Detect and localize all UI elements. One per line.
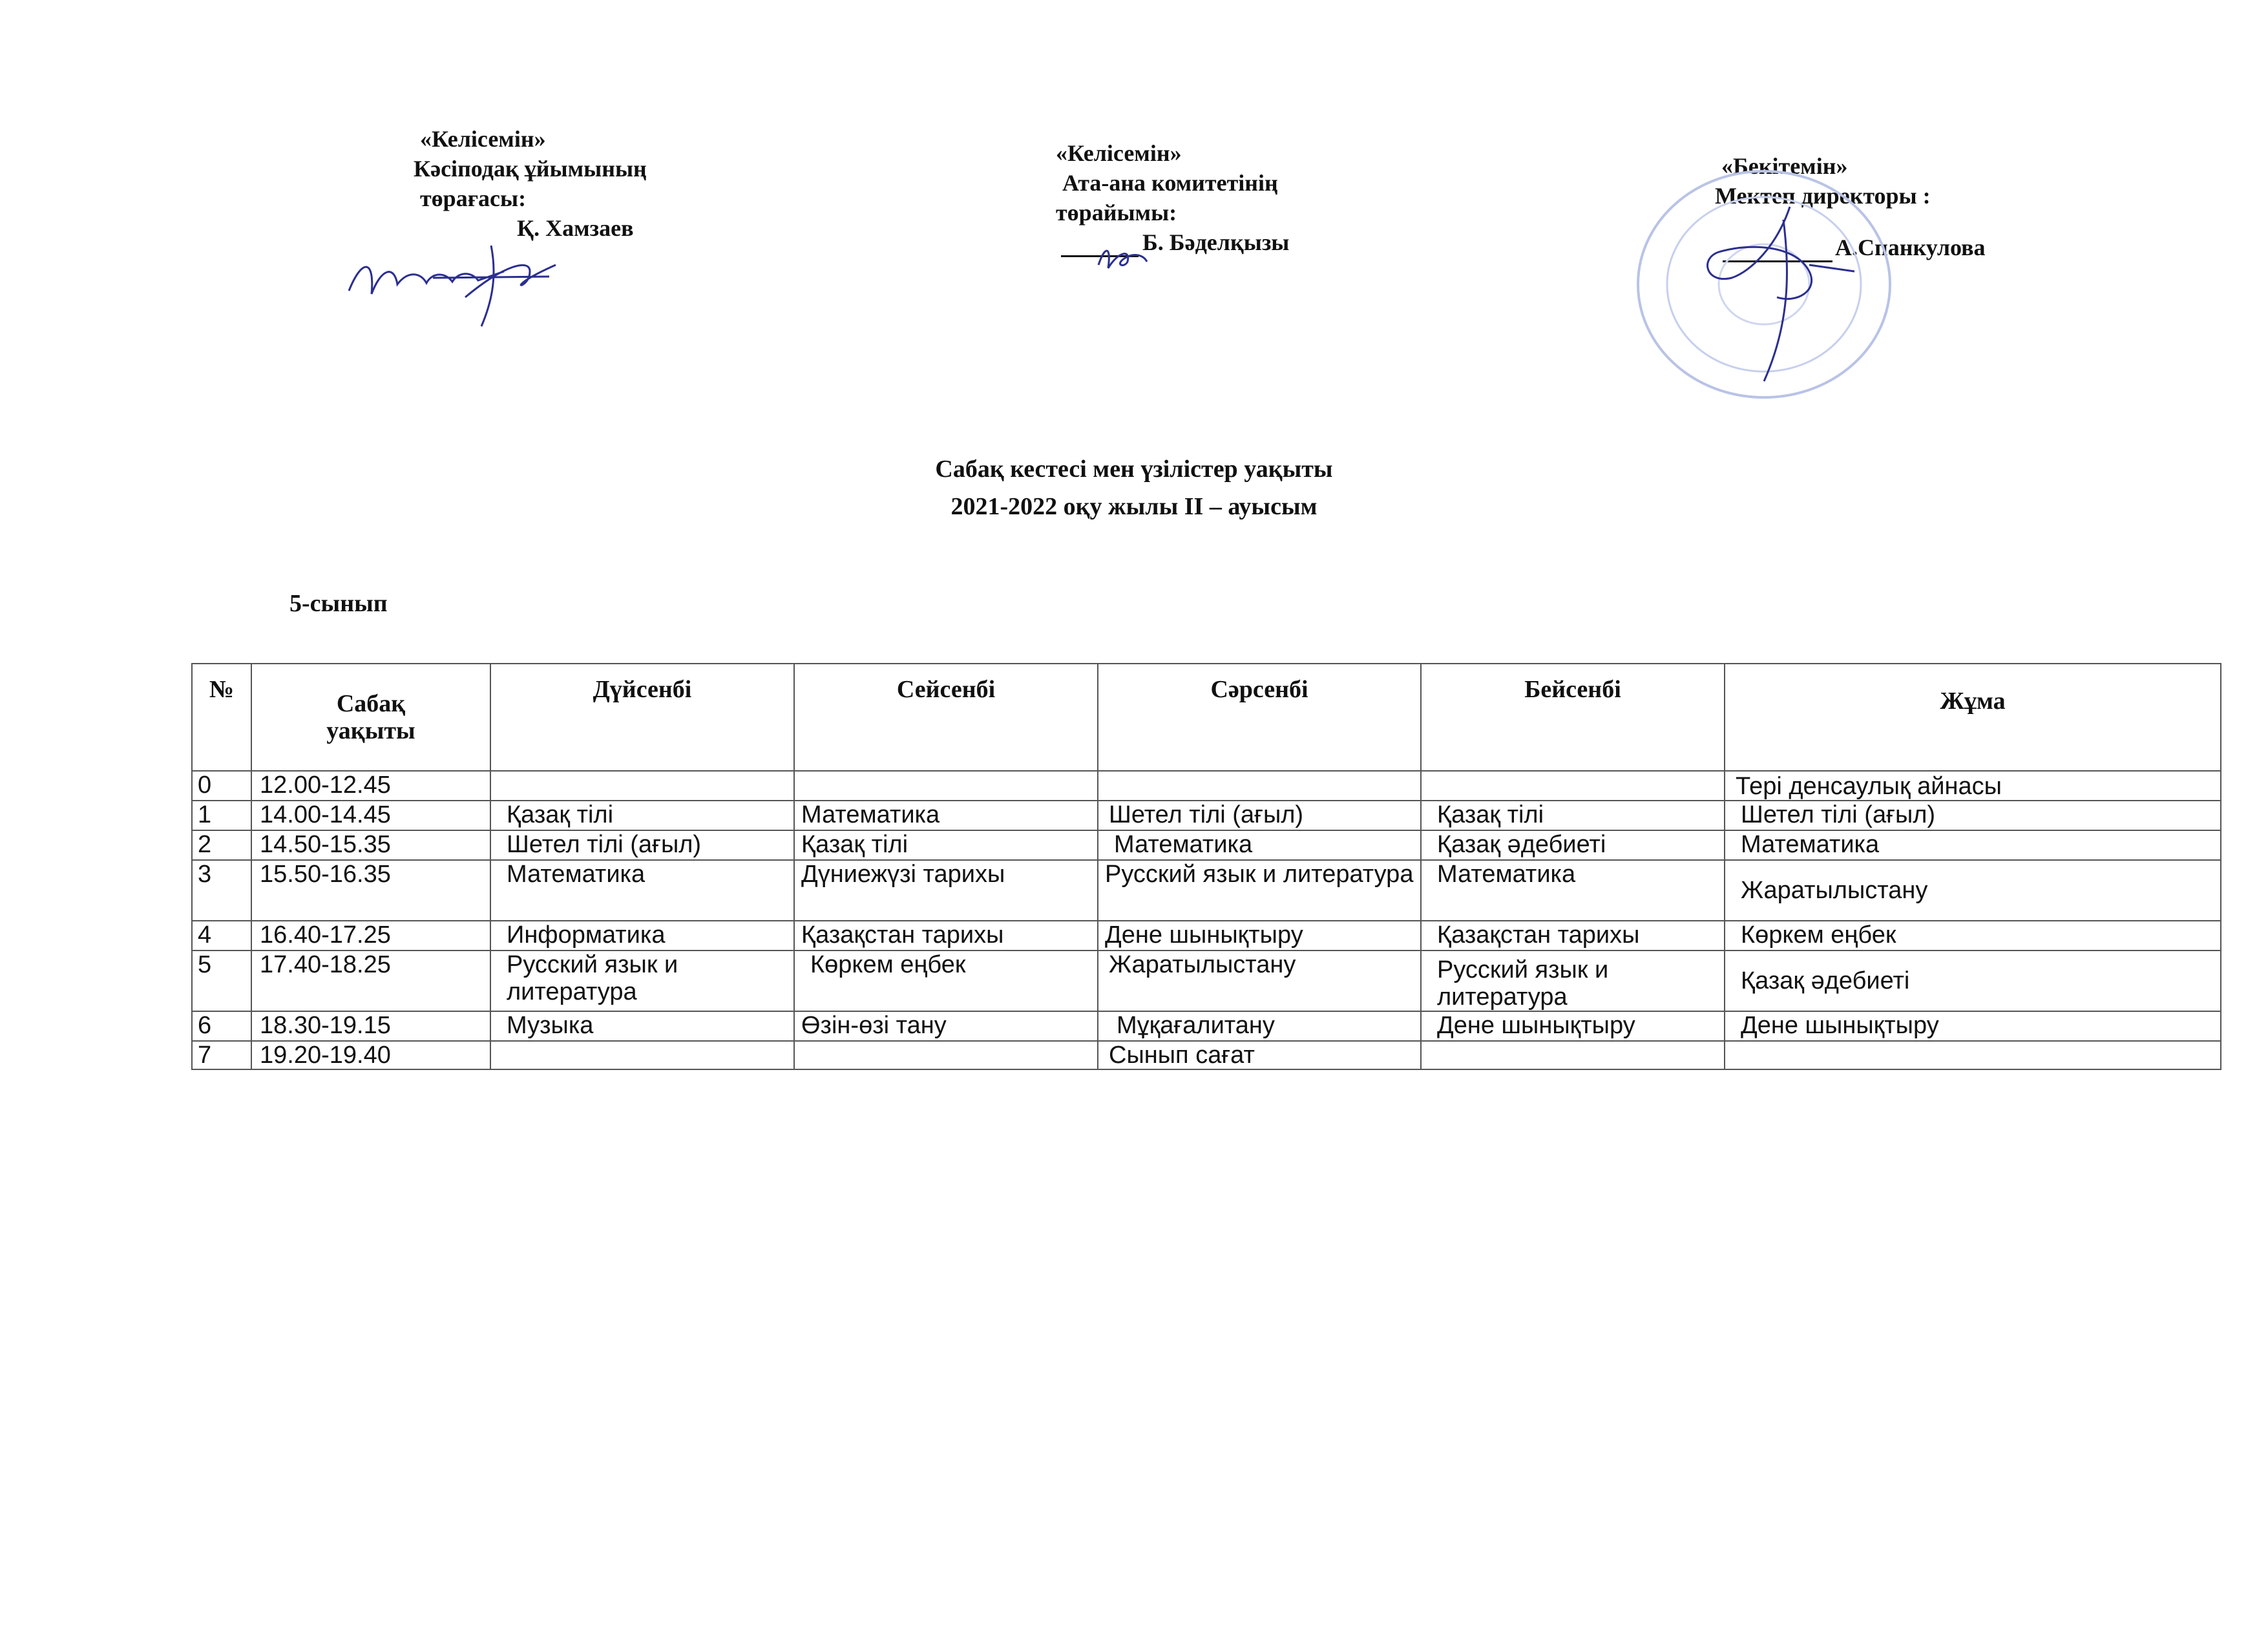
table-row <box>192 860 2221 921</box>
signature-block-trade-union <box>414 124 647 243</box>
class-label: 5-сынып <box>289 590 388 617</box>
director-name-text: А.Спанкулова <box>1835 235 1986 260</box>
header-tuesday: Сейсенбі <box>794 664 1098 771</box>
lesson-tuesday <box>794 771 1098 801</box>
lesson-monday: Математика <box>490 860 794 921</box>
lesson-thursday: Қазақстан тарихы <box>1421 921 1725 951</box>
header-monday: Дүйсенбі <box>490 664 794 771</box>
lesson-wednesday: Математика <box>1098 830 1421 860</box>
header-number: № <box>192 664 251 771</box>
lesson-tuesday: Дүниежүзі тарихы <box>794 860 1098 921</box>
header-thursday: Бейсенбі <box>1421 664 1725 771</box>
table-row <box>192 921 2221 951</box>
lesson-tuesday: Өзін-өзі тану <box>794 1011 1098 1041</box>
header-friday: Жұма <box>1725 664 2221 771</box>
header-wednesday: Сәрсенбі <box>1098 664 1421 771</box>
lesson-monday <box>490 1041 794 1069</box>
lesson-monday: Русский язык и литература <box>490 951 794 1011</box>
lesson-thursday: Дене шынықтыру <box>1421 1011 1725 1041</box>
lesson-time: 12.00-12.45 <box>251 771 490 801</box>
lesson-tuesday: Қазақ тілі <box>794 830 1098 860</box>
lesson-friday: Шетел тілі (ағыл) <box>1725 801 2221 830</box>
lesson-number: 3 <box>192 860 251 921</box>
lesson-tuesday: Математика <box>794 801 1098 830</box>
schedule-subtitle: 2021-2022 оқу жылы ІІ – ауысым <box>950 493 1318 520</box>
parent-committee-chair-name-text: Б. Бәделқызы <box>1142 229 1290 255</box>
trade-union-chair-name: Қ. Хамзаев <box>517 215 634 241</box>
lesson-wednesday: Шетел тілі (ағыл) <box>1098 801 1421 830</box>
schedule-table <box>191 663 2221 1070</box>
lesson-friday: Жаратылыстану <box>1725 860 2221 921</box>
signature-block-parent-committee <box>1056 138 1289 257</box>
lesson-wednesday: Мұқағалитану <box>1098 1011 1421 1041</box>
lesson-number: 1 <box>192 801 251 830</box>
lesson-thursday: Қазақ әдебиеті <box>1421 830 1725 860</box>
lesson-wednesday: Жаратылыстану <box>1098 951 1421 1011</box>
lesson-friday: Қазақ әдебиеті <box>1725 951 2221 1011</box>
lesson-friday <box>1725 1041 2221 1069</box>
schedule-title: Сабақ кестесі мен үзілістер уақыты <box>935 456 1333 483</box>
lesson-wednesday: Русский язык и литература <box>1098 860 1421 921</box>
lesson-monday: Қазақ тілі <box>490 801 794 830</box>
lesson-tuesday: Қазақстан тарихы <box>794 921 1098 951</box>
lesson-friday: Дене шынықтыру <box>1725 1011 2221 1041</box>
lesson-friday: Тері денсаулық айнасы <box>1725 771 2221 801</box>
parent-committee-title-2: төрайымы: <box>1056 200 1177 226</box>
header-time: Сабақ уақыты <box>251 664 490 771</box>
table-row <box>192 830 2221 860</box>
handwritten-signature-2 <box>1092 239 1157 278</box>
lesson-number: 6 <box>192 1011 251 1041</box>
lesson-thursday <box>1421 771 1725 801</box>
lesson-wednesday: Дене шынықтыру <box>1098 921 1421 951</box>
agree-label: «Келісемін» <box>1056 140 1182 166</box>
lesson-monday: Шетел тілі (ағыл) <box>490 830 794 860</box>
parent-committee-chair-name <box>1056 227 1289 257</box>
lesson-friday: Математика <box>1725 830 2221 860</box>
lesson-friday: Көркем еңбек <box>1725 921 2221 951</box>
lesson-number: 7 <box>192 1041 251 1069</box>
handwritten-signature-1 <box>336 233 582 330</box>
table-row <box>192 771 2221 801</box>
director-title: Мектеп директоры : <box>1715 183 1931 209</box>
lesson-number: 5 <box>192 951 251 1011</box>
lesson-time: 19.20-19.40 <box>251 1041 490 1069</box>
lesson-monday: Музыка <box>490 1011 794 1041</box>
lesson-number: 2 <box>192 830 251 860</box>
approve-label: «Бекітемін» <box>1721 153 1848 179</box>
table-row <box>192 1011 2221 1041</box>
lesson-time: 16.40-17.25 <box>251 921 490 951</box>
parent-committee-title: Ата-ана комитетінің <box>1062 170 1278 196</box>
lesson-thursday: Математика <box>1421 860 1725 921</box>
lesson-tuesday <box>794 1041 1098 1069</box>
table-row <box>192 951 2221 1011</box>
lesson-time: 14.50-15.35 <box>251 830 490 860</box>
lesson-monday: Информатика <box>490 921 794 951</box>
lesson-number: 4 <box>192 921 251 951</box>
trade-union-title: Кәсіподақ ұйымының <box>414 156 647 182</box>
lesson-time: 14.00-14.45 <box>251 801 490 830</box>
lesson-time: 18.30-19.15 <box>251 1011 490 1041</box>
lesson-number: 0 <box>192 771 251 801</box>
lesson-monday <box>490 771 794 801</box>
lesson-tuesday: Көркем еңбек <box>794 951 1098 1011</box>
lesson-time: 15.50-16.35 <box>251 860 490 921</box>
trade-union-title-2: төрағасы: <box>420 185 527 211</box>
lesson-time: 17.40-18.25 <box>251 951 490 1011</box>
lesson-thursday: Русский язык и литература <box>1421 951 1725 1011</box>
lesson-wednesday: Сынып сағат <box>1098 1041 1421 1069</box>
agree-label: «Келісемін» <box>420 126 546 152</box>
table-row <box>192 1041 2221 1069</box>
table-row <box>192 801 2221 830</box>
lesson-wednesday <box>1098 771 1421 801</box>
table-header-row <box>192 664 2221 771</box>
handwritten-signature-3 <box>1693 194 1861 388</box>
lesson-thursday <box>1421 1041 1725 1069</box>
lesson-thursday: Қазақ тілі <box>1421 801 1725 830</box>
